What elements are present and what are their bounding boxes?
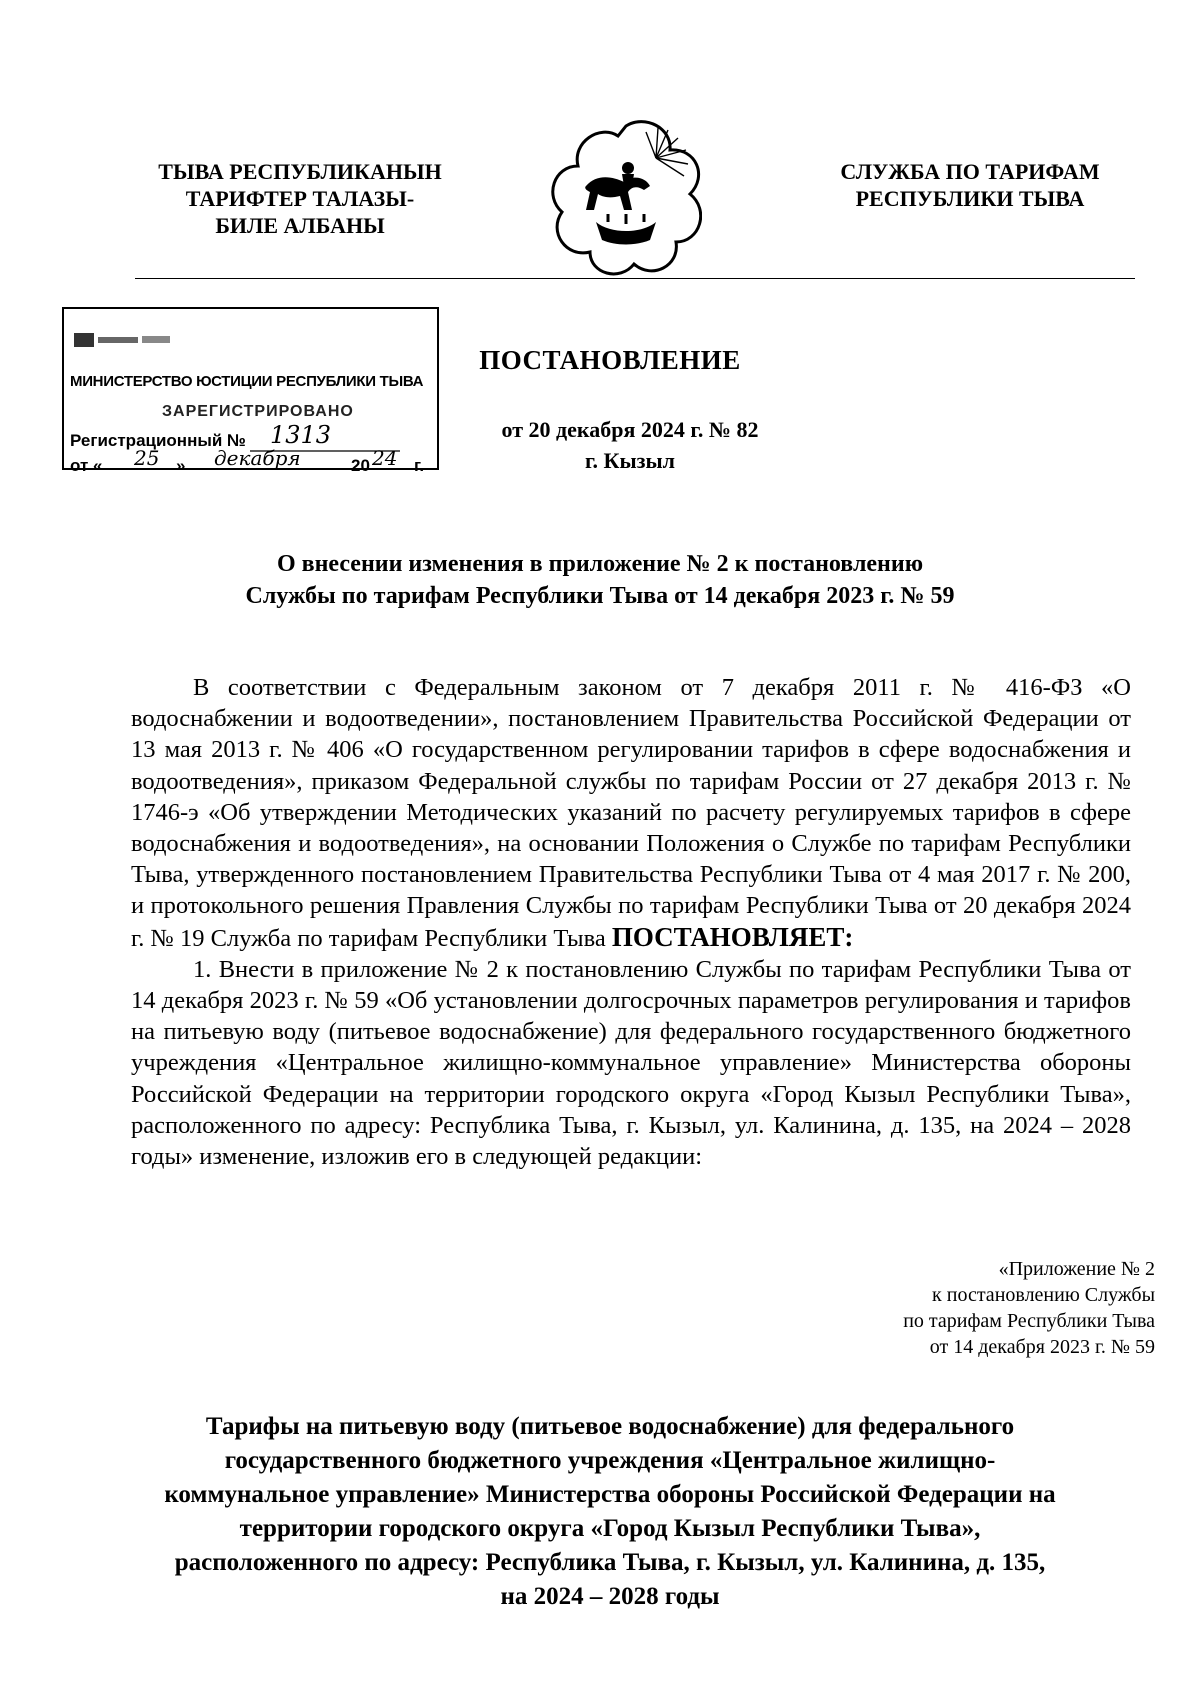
tariff-title-line: расположенного по адресу: Республика Тыва, г. Кызыл, ул. Калинина, д. 135, bbox=[174, 1549, 1046, 1576]
tariff-title-line: на 2024 – 2028 годы bbox=[500, 1583, 720, 1610]
document-title bbox=[160, 548, 1040, 612]
item-1-paragraph: 1. Внести в приложение № 2 к постановлению Службы по тарифам Республики Тыва от 14 декабря 2023 г. № 59 «Об установлении долгосрочных параметров регулирования и тарифов на питьевую воду (питьевое водоснабжение) для федерального государственного бюджетного учреждения «Центральное жилищно-коммунальное управление» Министерства обороны Российской Федерации на территории городского округа «Город Кызыл Республики Тыва», расположенного по адресу: Республика Тыва, г. Кызыл, ул. Калинина, д. 135, на 2024 – 2028 годы» изменение, изложив его в следующей редакции: bbox=[131, 955, 1131, 1171]
tariff-title-line: государственного бюджетного учреждения «Центральное жилищно- bbox=[224, 1447, 996, 1474]
header-right-line: РЕСПУБЛИКИ ТЫВА bbox=[855, 186, 1085, 211]
stamp-year-prefix: 20 bbox=[351, 456, 370, 475]
header-divider bbox=[135, 278, 1135, 279]
appendix-ref-line: по тарифам Республики Тыва bbox=[903, 1310, 1155, 1332]
tuva-coat-of-arms-icon bbox=[550, 118, 702, 276]
appendix-ref-line: к постановлению Службы bbox=[932, 1284, 1155, 1306]
header-left-line: ТЫВА РЕСПУБЛИКАНЫН bbox=[158, 159, 442, 184]
header-left-line: БИЛЕ АЛБАНЫ bbox=[215, 213, 385, 238]
registration-stamp bbox=[62, 307, 439, 475]
document-body bbox=[131, 672, 1131, 1172]
document-title-line: Службы по тарифам Республики Тыва от 14 декабря 2023 г. № 59 bbox=[245, 583, 955, 609]
stamp-year: 24 bbox=[372, 446, 398, 470]
appendix-ref-line: от 14 декабря 2023 г. № 59 bbox=[929, 1336, 1155, 1358]
appendix-ref-line: «Приложение № 2 bbox=[998, 1258, 1155, 1280]
preamble-text: В соответствии с Федеральным законом от 7 декабря 2011 г. № 416-ФЗ «О водоснабжении и водоотведении», постановлением Правительства Российской Федерации от 13 мая 2013 г. № 406 «О государственном регулировании тарифов в сфере водоснабжения и водоотведения», приказом Федеральной службы по тарифам России от 27 декабря 2013 г. № 1746-э «Об утверждении Методических указаний по расчету регулируемых тарифов в сфере водоснабжения и водоотведения», на основании Положения о Службе по тарифам Республики Тыва, утвержденного постановлением Правительства Республики Тыва от 4 мая 2017 г. № 200, и протокольного решения Правления Службы по тарифам Республики Тыва от 20 декабря 2024 г. № 19 Служба по тарифам Республики Тыва bbox=[131, 674, 1131, 952]
header-right-agency-name bbox=[800, 158, 1140, 212]
header-left-line: ТАРИФТЕР ТАЛАЗЫ- bbox=[185, 186, 415, 211]
decree-word: ПОСТАНОВЛЯЕТ: bbox=[611, 921, 854, 952]
stamp-year-suffix: г. bbox=[414, 456, 425, 475]
stamp-regno: 1313 bbox=[270, 421, 332, 449]
tariff-title-line: Тарифы на питьевую воду (питьевое водоснабжение) для федерального bbox=[205, 1413, 1015, 1440]
tariff-table-title bbox=[110, 1410, 1110, 1614]
stamp-ministry: МИНИСТЕРСТВО ЮСТИЦИИ РЕСПУБЛИКИ ТЫВА bbox=[70, 373, 424, 390]
appendix-reference bbox=[780, 1256, 1155, 1360]
tariff-title-line: территории городского округа «Город Кызыл Республики Тыва», bbox=[239, 1515, 981, 1542]
stamp-month: декабря bbox=[214, 446, 301, 470]
stamp-emblem-icon bbox=[72, 327, 182, 353]
stamp-day: 25 bbox=[134, 446, 160, 470]
header-right-line: СЛУЖБА ПО ТАРИФАМ bbox=[840, 159, 1100, 184]
stamp-registered: ЗАРЕГИСТРИРОВАНО bbox=[162, 403, 354, 420]
tariff-title-line: коммунальное управление» Министерства обороны Российской Федерации на bbox=[164, 1481, 1056, 1508]
stamp-from-label: от « bbox=[70, 456, 103, 475]
document-type: ПОСТАНОВЛЕНИЕ bbox=[479, 345, 741, 375]
preamble-paragraph bbox=[131, 672, 1131, 954]
document-date-number: от 20 декабря 2024 г. № 82 bbox=[501, 417, 759, 442]
stamp-day-close: » bbox=[176, 456, 186, 475]
document-title-line: О внесении изменения в приложение № 2 к постановлению bbox=[276, 551, 924, 577]
document-city: г. Кызыл bbox=[585, 448, 675, 473]
stamp-regno-label: Регистрационный № bbox=[70, 431, 246, 450]
header-left-agency-name bbox=[140, 158, 460, 239]
